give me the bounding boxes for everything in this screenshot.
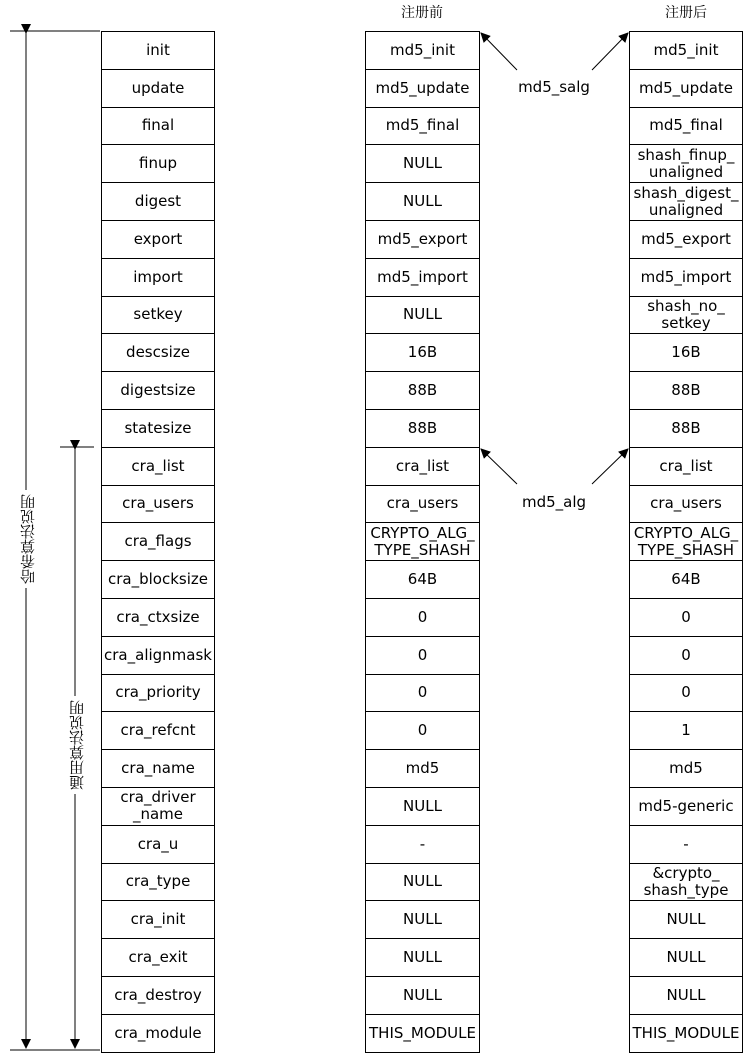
- field-name-cell: cra_refcnt: [102, 712, 214, 750]
- field-name-cell: finup: [102, 145, 214, 183]
- md5-salg-label: md5_salg: [518, 78, 590, 96]
- before-value-cell: NULL: [366, 183, 479, 221]
- after-value-cell: &crypto_ shash_type: [630, 864, 742, 902]
- before-value-cell: NULL: [366, 864, 479, 902]
- before-registration-header: 注册前: [401, 5, 443, 21]
- field-name-cell: cra_blocksize: [102, 561, 214, 599]
- field-name-cell: cra_init: [102, 901, 214, 939]
- before-value-cell: NULL: [366, 145, 479, 183]
- field-name-cell: digestsize: [102, 372, 214, 410]
- after-value-cell: NULL: [630, 977, 742, 1015]
- after-value-cell: md5_export: [630, 221, 742, 259]
- field-name-cell: cra_name: [102, 750, 214, 788]
- field-name-cell: final: [102, 108, 214, 146]
- before-value-cell: NULL: [366, 977, 479, 1015]
- salg-arrow-after: [592, 33, 628, 70]
- field-name-cell: cra_users: [102, 486, 214, 524]
- field-name-cell: update: [102, 70, 214, 108]
- field-name-cell: digest: [102, 183, 214, 221]
- after-value-cell: THIS_MODULE: [630, 1015, 742, 1053]
- after-registration-column: [629, 31, 743, 1053]
- field-name-cell: cra_priority: [102, 675, 214, 713]
- after-value-cell: 88B: [630, 410, 742, 448]
- after-value-cell: cra_list: [630, 448, 742, 486]
- before-value-cell: 16B: [366, 334, 479, 372]
- before-value-cell: md5_update: [366, 70, 479, 108]
- before-value-cell: 0: [366, 599, 479, 637]
- before-value-cell: cra_list: [366, 448, 479, 486]
- before-value-cell: 0: [366, 675, 479, 713]
- field-name-cell: cra_ctxsize: [102, 599, 214, 637]
- field-name-cell: import: [102, 259, 214, 297]
- field-name-cell: export: [102, 221, 214, 259]
- field-name-cell: cra_driver _name: [102, 788, 214, 826]
- alg-arrow-before: [481, 449, 517, 484]
- after-value-cell: shash_finup_ unaligned: [630, 145, 742, 183]
- after-value-cell: -: [630, 826, 742, 864]
- before-value-cell: 0: [366, 712, 479, 750]
- after-value-cell: NULL: [630, 901, 742, 939]
- before-value-cell: md5_import: [366, 259, 479, 297]
- before-value-cell: 88B: [366, 372, 479, 410]
- field-name-cell: cra_list: [102, 448, 214, 486]
- before-value-cell: md5: [366, 750, 479, 788]
- after-value-cell: NULL: [630, 939, 742, 977]
- field-name-cell: statesize: [102, 410, 214, 448]
- before-value-cell: 88B: [366, 410, 479, 448]
- before-value-cell: NULL: [366, 788, 479, 826]
- after-value-cell: shash_no_ setkey: [630, 297, 742, 335]
- alg-arrow-after: [592, 449, 628, 484]
- after-value-cell: cra_users: [630, 486, 742, 524]
- after-value-cell: shash_digest_ unaligned: [630, 183, 742, 221]
- after-value-cell: md5-generic: [630, 788, 742, 826]
- before-value-cell: md5_final: [366, 108, 479, 146]
- after-value-cell: 0: [630, 637, 742, 675]
- field-name-cell: cra_type: [102, 864, 214, 902]
- before-value-cell: THIS_MODULE: [366, 1015, 479, 1053]
- hash-algorithm-label: 哈希算法说明: [17, 490, 38, 588]
- field-name-cell: cra_module: [102, 1015, 214, 1053]
- field-name-cell: cra_destroy: [102, 977, 214, 1015]
- after-value-cell: 88B: [630, 372, 742, 410]
- after-value-cell: 1: [630, 712, 742, 750]
- generic-algorithm-label: 通用算法说明: [66, 696, 87, 794]
- field-name-cell: cra_exit: [102, 939, 214, 977]
- field-name-cell: setkey: [102, 297, 214, 335]
- after-value-cell: 0: [630, 675, 742, 713]
- before-value-cell: cra_users: [366, 486, 479, 524]
- before-value-cell: md5_export: [366, 221, 479, 259]
- before-value-cell: 0: [366, 637, 479, 675]
- after-value-cell: md5_final: [630, 108, 742, 146]
- field-name-cell: cra_u: [102, 826, 214, 864]
- field-name-cell: descsize: [102, 334, 214, 372]
- md5-alg-label: md5_alg: [521, 493, 587, 511]
- after-value-cell: md5_update: [630, 70, 742, 108]
- before-value-cell: NULL: [366, 901, 479, 939]
- after-value-cell: 64B: [630, 561, 742, 599]
- after-value-cell: md5: [630, 750, 742, 788]
- before-value-cell: -: [366, 826, 479, 864]
- after-value-cell: md5_import: [630, 259, 742, 297]
- field-name-cell: init: [102, 32, 214, 70]
- field-names-column: [101, 31, 215, 1053]
- before-registration-column: [365, 31, 480, 1053]
- after-value-cell: md5_init: [630, 32, 742, 70]
- field-name-cell: cra_flags: [102, 523, 214, 561]
- after-value-cell: 16B: [630, 334, 742, 372]
- before-value-cell: CRYPTO_ALG_ TYPE_SHASH: [366, 523, 479, 561]
- before-value-cell: NULL: [366, 939, 479, 977]
- before-value-cell: md5_init: [366, 32, 479, 70]
- before-value-cell: NULL: [366, 297, 479, 335]
- field-name-cell: cra_alignmask: [102, 637, 214, 675]
- before-value-cell: 64B: [366, 561, 479, 599]
- after-value-cell: 0: [630, 599, 742, 637]
- after-registration-header: 注册后: [665, 5, 707, 21]
- after-value-cell: CRYPTO_ALG_ TYPE_SHASH: [630, 523, 742, 561]
- salg-arrow-before: [481, 33, 517, 70]
